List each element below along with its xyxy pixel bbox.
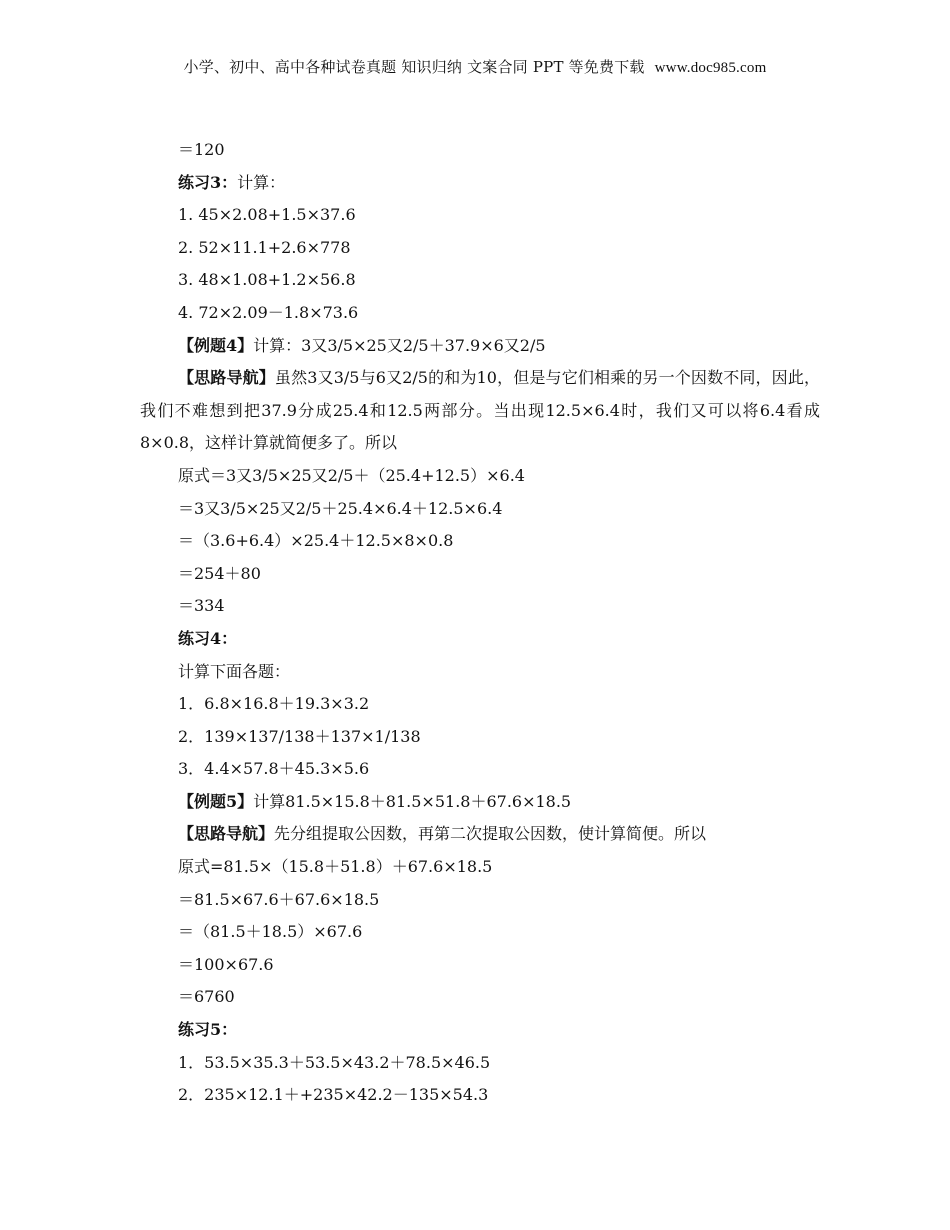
solution-line: ＝（81.5＋18.5）×67.6 (178, 922, 363, 942)
page-header (0, 56, 950, 77)
result-line: ＝120 (178, 140, 225, 159)
guide-text: 先分组提取公因数，再第二次提取公因数，使计算简便。所以 (274, 824, 707, 844)
guide-label: 【思路导航】 (178, 824, 275, 844)
guide-paragraph (140, 362, 820, 460)
exercise-label: 练习3： (178, 172, 238, 192)
exercise-item: 4. 72×2.09－1.8×73.6 (178, 302, 359, 322)
example-text: 计算：3又3/5×25又2/5＋37.9×6又2/5 (253, 335, 546, 355)
exercise-item: 1．53.5×35.3＋53.5×43.2＋78.5×46.5 (178, 1052, 491, 1072)
header-text: 小学、初中、高中各种试卷真题 知识归纳 文案合同 PPT 等免费下载 (183, 58, 645, 76)
exercise-item: 3. 48×1.08+1.2×56.8 (178, 270, 356, 290)
solution-line: ＝334 (178, 596, 225, 616)
exercise-3-heading (140, 167, 820, 200)
exercise-text: 计算： (237, 172, 286, 192)
example-4-heading (140, 330, 820, 363)
solution-line: ＝6760 (178, 987, 235, 1007)
exercise-4-heading: 练习4： (178, 628, 238, 648)
header-url: www.doc985.com (654, 60, 767, 76)
guide-label: 【思路导航】 (178, 368, 275, 388)
guide-text: 虽然3又3/5与6又2/5的和为10，但是与它们相乘的另一个因数不同，因此，我们不难想到把37.9分成25.4和12.5两部分。当出现12.5×6.4时，我们又可以将6.4看成8×0.8，这样计算就简便多了。所以 (140, 368, 820, 453)
example-label: 【例题5】 (178, 791, 254, 811)
solution-line: 原式=81.5×（15.8＋51.8）＋67.6×18.5 (178, 857, 493, 877)
exercise-item: 2．139×137/138＋137×1/138 (178, 726, 421, 746)
solution-line: 原式＝3又3/5×25又2/5＋（25.4+12.5）×6.4 (178, 465, 525, 485)
exercise-instruction: 计算下面各题： (178, 661, 291, 681)
exercise-item: 2. 52×11.1+2.6×778 (178, 237, 351, 257)
example-label: 【例题4】 (178, 335, 254, 355)
exercise-5-heading: 练习5： (178, 1020, 238, 1040)
exercise-item: 1．6.8×16.8＋19.3×3.2 (178, 694, 370, 714)
solution-line: ＝100×67.6 (178, 954, 274, 974)
exercise-item: 3．4.4×57.8＋45.3×5.6 (178, 759, 370, 779)
exercise-item: 2．235×12.1＋+235×42.2－135×54.3 (178, 1085, 489, 1105)
example-text: 计算81.5×15.8＋81.5×51.8＋67.6×18.5 (253, 791, 572, 811)
solution-line: ＝254＋80 (178, 563, 261, 583)
exercise-item: 1. 45×2.08+1.5×37.6 (178, 205, 356, 225)
solution-line: ＝（3.6+6.4）×25.4＋12.5×8×0.8 (178, 531, 454, 551)
example-5-heading (140, 786, 820, 819)
solution-line: ＝3又3/5×25又2/5＋25.4×6.4＋12.5×6.4 (178, 498, 503, 518)
guide-line (140, 818, 820, 851)
document-body (140, 134, 820, 1112)
solution-line: ＝81.5×67.6＋67.6×18.5 (178, 889, 380, 909)
